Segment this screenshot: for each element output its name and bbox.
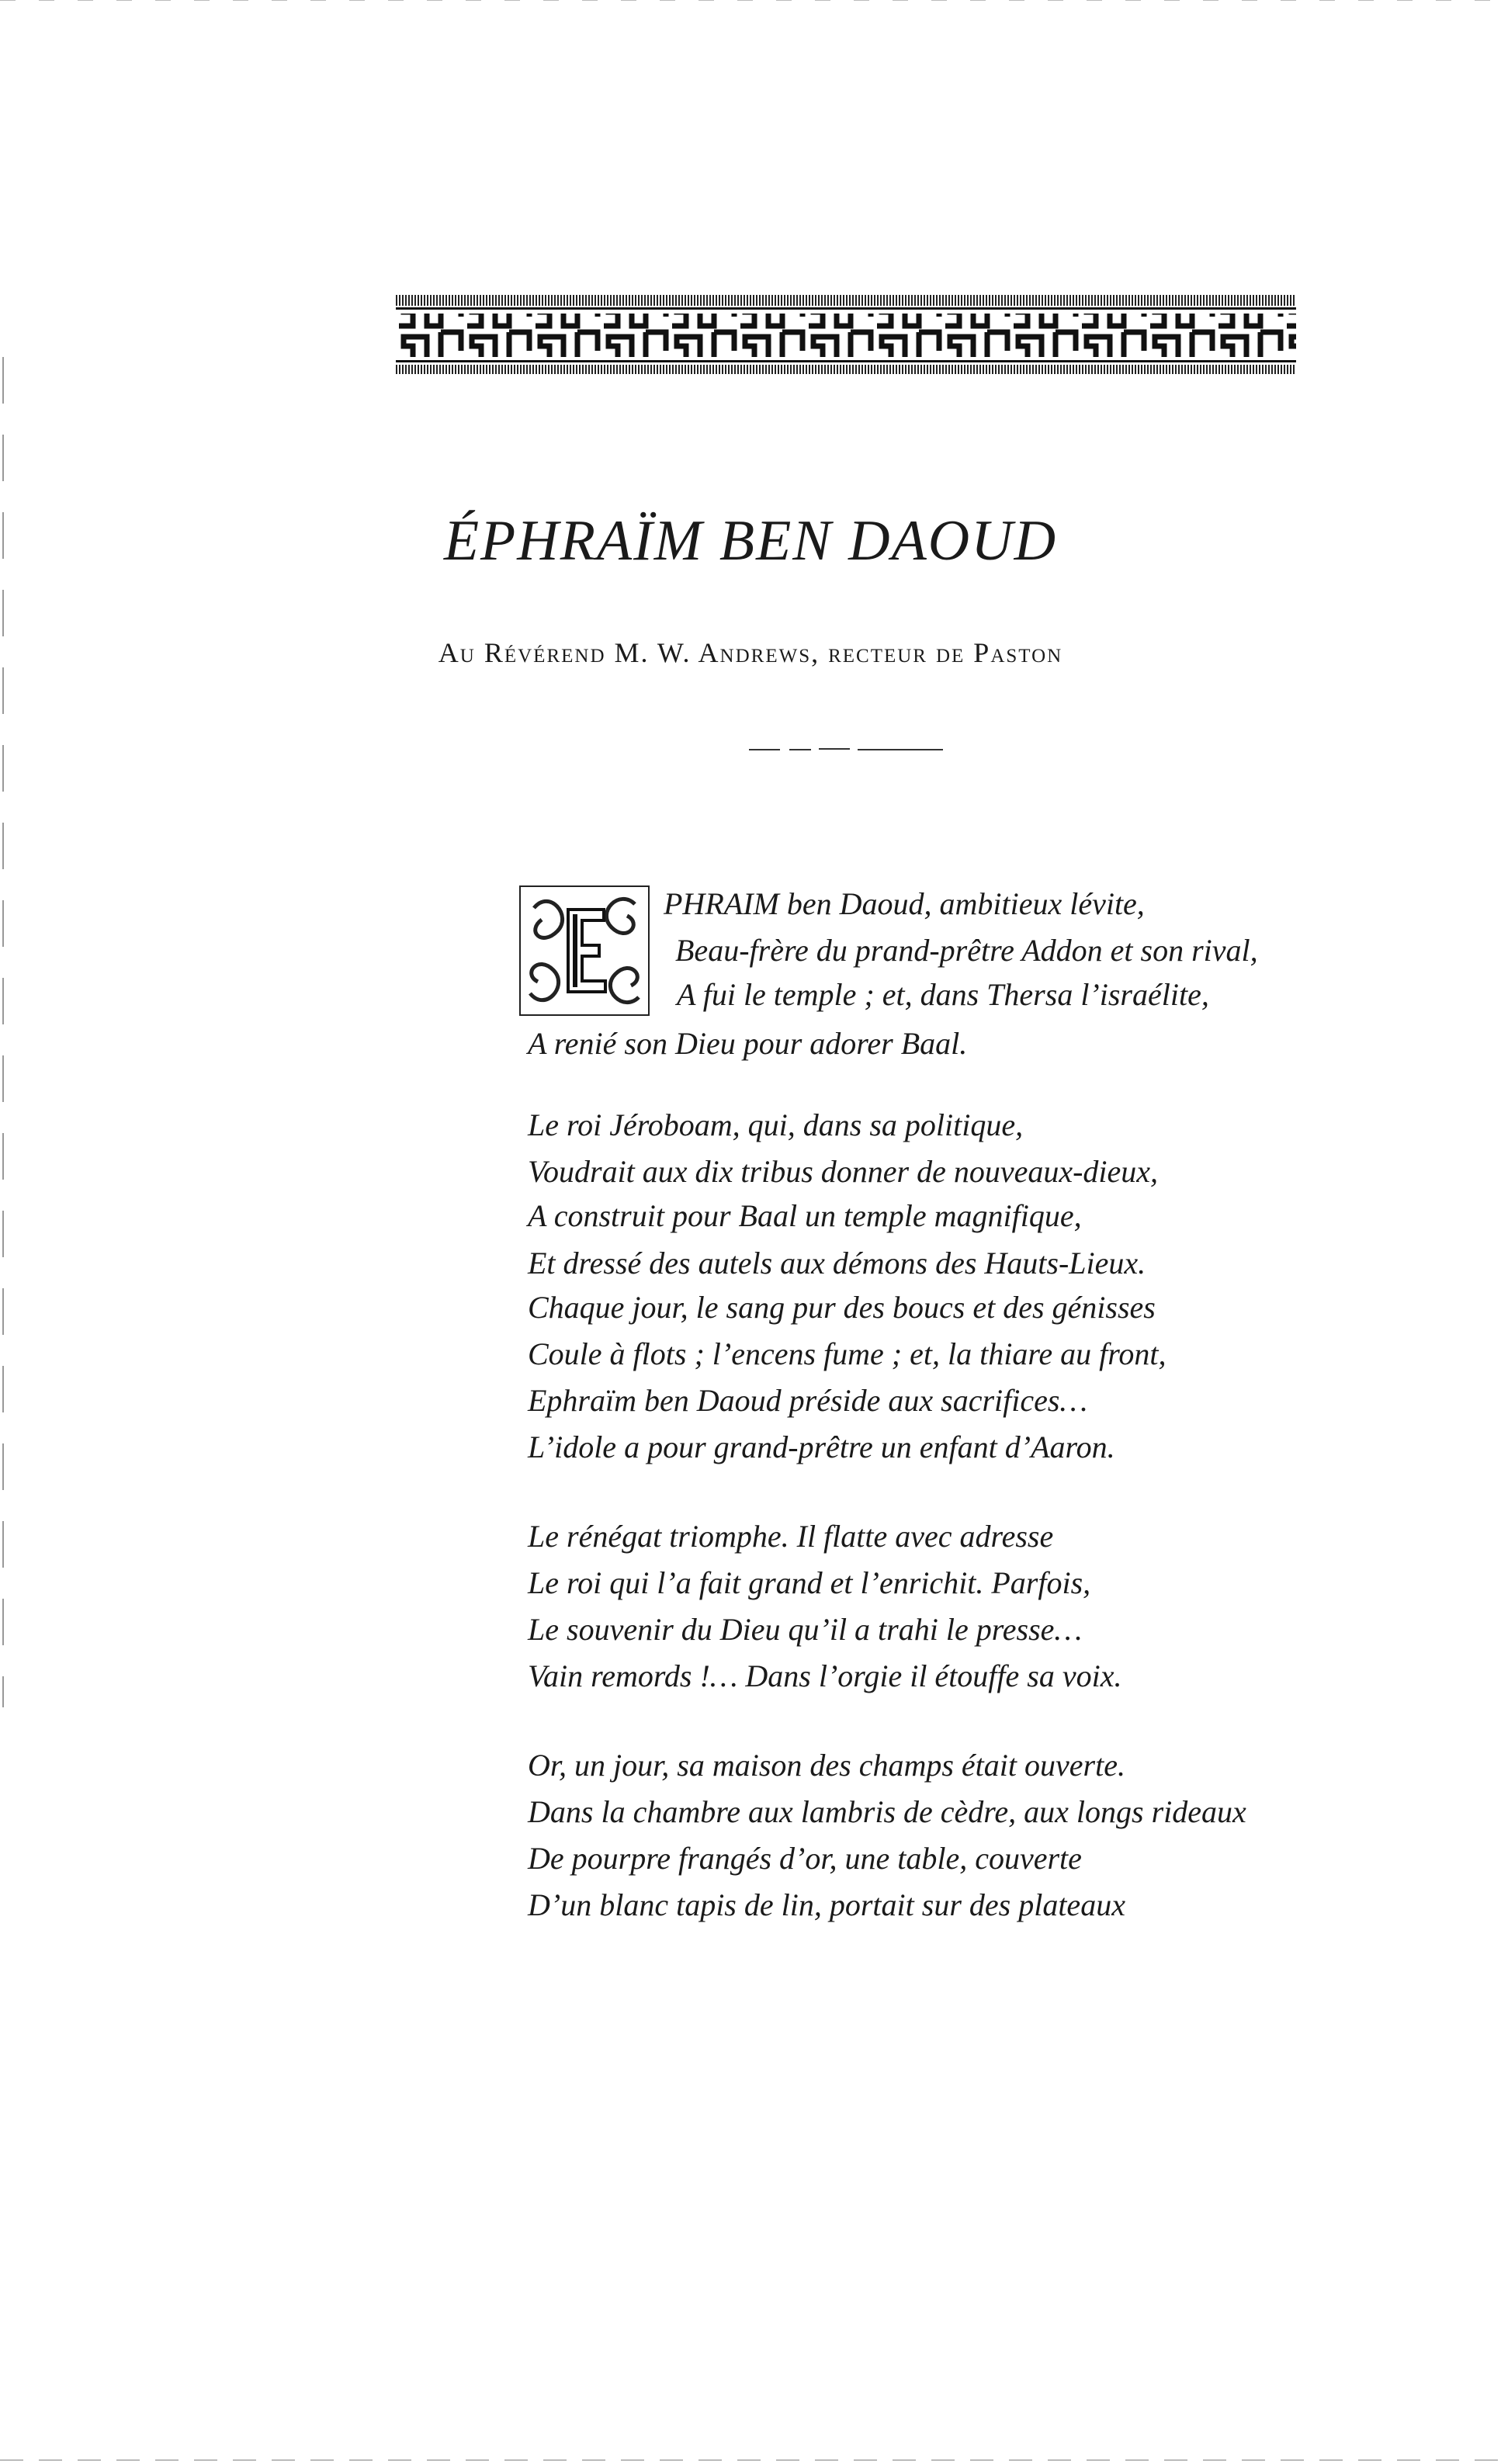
separator-rule: [749, 746, 943, 752]
poem-line: Le roi qui l’a fait grand et l’enrichit. Parfois,: [528, 1565, 1091, 1600]
poem-line: A construit pour Baal un temple magnifique,: [528, 1198, 1082, 1233]
poem-line: PHRAIM ben Daoud, ambitieux lévite,: [664, 886, 1145, 921]
poem-line: A renié son Dieu pour adorer Baal.: [528, 1026, 968, 1061]
poem-line: Coule à flots ; l’encens fume ; et, la thiare au front,: [528, 1336, 1166, 1371]
poem-line: Beau-frère du prand-prêtre Addon et son rival,: [675, 933, 1258, 968]
greek-key-border: [396, 295, 1296, 380]
poem-line: Chaque jour, le sang pur des boucs et des génisses: [528, 1290, 1156, 1325]
poem-line: A fui le temple ; et, dans Thersa l’israélite,: [677, 977, 1209, 1012]
poem-line: Ephraïm ben Daoud préside aux sacrifices…: [528, 1383, 1088, 1418]
poem-line: Dans la chambre aux lambris de cèdre, aux longs rideaux: [528, 1794, 1246, 1829]
poem-line: Or, un jour, sa maison des champs était ouverte.: [528, 1748, 1125, 1783]
poem-line: Voudrait aux dix tribus donner de nouveaux-dieux,: [528, 1154, 1159, 1189]
poem-line: Le roi Jéroboam, qui, dans sa politique,: [528, 1107, 1024, 1142]
poem-line: Le rénégat triomphe. Il flatte avec adresse: [528, 1519, 1054, 1554]
poem-line: Et dressé des autels aux démons des Hauts-Lieux.: [528, 1246, 1146, 1281]
poem-line: Vain remords !… Dans l’orgie il étouffe sa voix.: [528, 1658, 1122, 1693]
ornate-drop-cap-e: [518, 885, 650, 1017]
poem-line: Le souvenir du Dieu qu’il a trahi le presse…: [528, 1612, 1083, 1647]
poem-line: De pourpre frangés d’or, une table, couverte: [528, 1841, 1082, 1876]
poem-line: L’idole a pour grand-prêtre un enfant d’Aaron.: [528, 1430, 1115, 1464]
page-title: ÉPHRAÏM BEN DAOUD: [443, 509, 1058, 573]
poem-line: D’un blanc tapis de lin, portait sur des plateaux: [528, 1887, 1125, 1922]
dedication: Au Révérend M. W. Andrews, recteur de Paston: [438, 637, 1063, 668]
